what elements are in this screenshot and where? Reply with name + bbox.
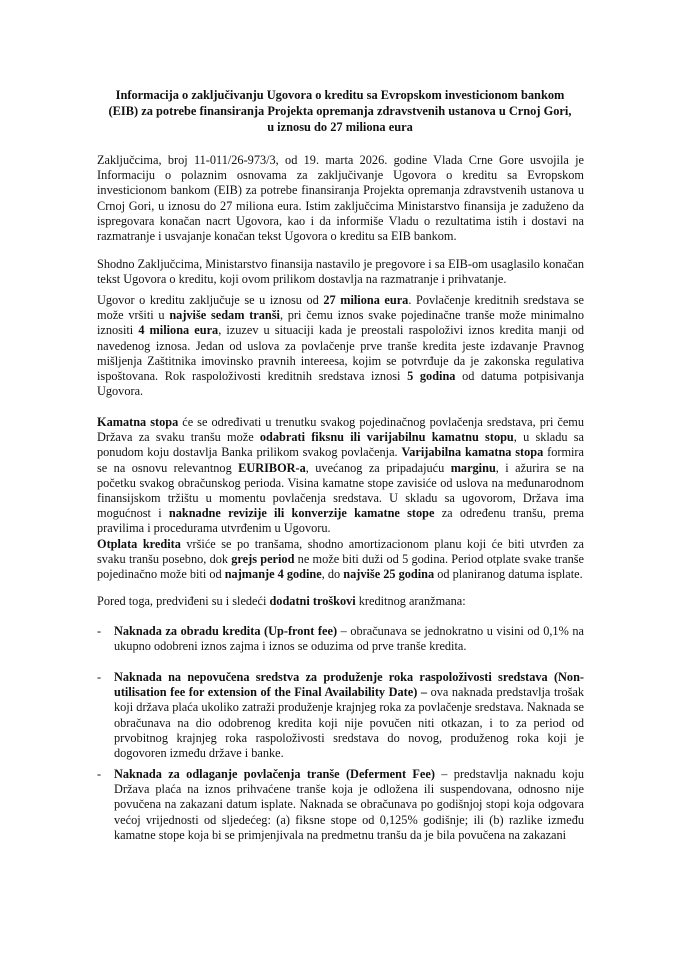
bold-text: Naknada za odlaganje povlačenja tranše (Deferment Fee) — [114, 767, 435, 781]
text-run: – obračunava se jednokratno u visini od 0,1% na ukupno odobreni iznos zajma i iznos se oduzima od prve tranše kredita. — [114, 624, 584, 654]
title-line: u iznosu do 27 miliona eura — [267, 120, 413, 134]
text-run: , pri čemu iznos svake pojedinačne tranše može minimalno iznositi — [97, 308, 584, 338]
title-line: Informacija o zaključivanju Ugovora o kreditu sa Evropskom investicionom bankom — [115, 88, 565, 102]
bullet-text — [114, 670, 584, 761]
bold-text: Varijabilna kamatna stopa — [401, 445, 544, 460]
bold-text: Otplata kredita — [97, 537, 181, 551]
text-run: od datuma potpisivanja Ugovora. — [97, 369, 585, 399]
bold-text: najviše sedam tranši — [169, 308, 280, 323]
text-run: će se određivati u trenutku svakog pojedinačnog povlačenja sredstava, pri čemu Država za svaku tranšu može — [97, 415, 585, 445]
bullet-deferment-fee — [97, 767, 584, 843]
bullet-text — [114, 624, 584, 654]
bold-text: dodatni troškovi — [269, 594, 356, 608]
bullet-marker: - — [97, 670, 102, 684]
bold-text: Naknada na nepovučena sredstva za produženje roka raspoloživosti sredstava (Non-utilisation fee for extension of the Final Availability Date) – — [114, 670, 584, 700]
bold-text: marginu — [450, 460, 496, 475]
bold-text: 5 godina — [407, 369, 456, 384]
bold-text: najmanje 4 godine — [224, 567, 322, 582]
paragraph-negotiations — [97, 257, 584, 287]
bullet-text — [114, 767, 584, 843]
bullet-non-utilisation-fee — [97, 670, 584, 761]
paragraph-additional-costs — [97, 594, 584, 609]
text-run: od planiranog datuma isplate. — [434, 567, 583, 582]
text-run: vršiće se po tranšama, shodno amortizacionom planu koji će biti utvrđen za svaku tranšu posebno, dok — [97, 537, 585, 567]
bold-text: Kamatna stopa — [97, 415, 179, 429]
text-run: , uvećanog za pripadajuću — [305, 460, 451, 475]
bold-text: najviše 25 godina — [343, 567, 435, 582]
text-run: Ugovor o kreditu zaključuje se u iznosu od — [97, 293, 324, 307]
bullet-upfront-fee — [97, 624, 584, 654]
text-run: , i ažurira se na početku svakog obračunskog perioda. Visina kamatne stope zavisiće od uslova na međunarodnom finansijskom tržištu u momentu povlačenja sredstava. U skladu sa ugovorom, Država ima mogućnost i — [97, 460, 584, 521]
bullet-marker: - — [97, 767, 102, 781]
document-title — [90, 87, 590, 135]
text-run: , izuzev u situaciji kada je preostali raspoloživi iznos kredita manji od navedenog iznosa. Jedan od uslova za povlačenje prve tranše kredita jeste izdavanje Pravnog mišljenja Zaštitnika imovinsko pravnih intereesa, kojim se potvrđuje da je zakonska regulativa ispoštovana. Rok raspoloživosti kreditnih sredstava iznosi — [97, 323, 584, 384]
bold-text: EURIBOR-a — [238, 460, 306, 475]
bold-text: Naknada za obradu kredita (Up-front fee) — [114, 624, 338, 638]
paragraph-conclusions — [97, 153, 584, 244]
bold-text: odabrati fiksnu ili varijabilnu kamatnu stopu — [259, 430, 514, 445]
paragraph-loan-amount — [97, 293, 584, 399]
title-line: (EIB) za potrebe finansiranja Projekta opremanja zdravstvenih ustanova u Crnoj Gori, — [108, 104, 572, 118]
text-run: – predstavlja naknadu koju Država plaća na iznos prihvaćene tranše koja je odložena ili suspendovana, odnosno nije povučena na zakazani datum isplate. Naknada se obračunava po godišnjoj stopi koja odgovara većoj vrijednosti od sljedećeg: (a) fiksne stope od 0,125% godišnje; ili (b) razlike između kamatne stope koja bi se primjenjivala na predmetnu tranšu da je bila povučena na zakazani — [114, 767, 584, 842]
text-run: ne može biti duži od 5 godina. Period otplate svake tranše pojedinačno može biti od — [97, 552, 584, 582]
text-run: ova naknada predstavlja trošak koji država plaća ukoliko zatraži produženje krajnjeg roka za povlačenje sredstava. Naknada se obračunava na dio odobrenog kredita koji nije povučen niti otkazan, i to za period od prvobitnog krajnjeg roka raspoloživosti sredstava do novog, produženog roka koji je dogovoren između države i banke. — [114, 685, 584, 761]
text-run: Shodno Zaključcima, Ministarstvo finansija nastavilo je pregovore i sa EIB-om usaglasilo konačan tekst Ugovora o kreditu, koji ovom prilikom dostavlja na razmatranje i prihvatanje. — [97, 257, 584, 287]
text-run: . Povlačenje kreditnih sredstava se može vršiti u — [97, 293, 584, 323]
text-run: , u skladu sa ponudom koju dostavlja Banka prilikom svakog povlačenja. — [97, 430, 585, 460]
bold-text: grejs period — [231, 552, 295, 567]
text-run: , do — [321, 567, 344, 582]
text-run: Pored toga, predviđeni su i sledeći — [97, 594, 270, 608]
text-run: kreditnog aranžmana: — [355, 594, 466, 608]
paragraph-repayment — [97, 537, 584, 583]
text-run: formira se na osnovu relevantnog — [97, 445, 584, 475]
paragraph-interest-rate — [97, 415, 584, 537]
bullet-marker: - — [97, 624, 102, 638]
text-run: Zaključcima, broj 11-011/26-973/3, od 19. marta 2026. godine Vlada Crne Gore usvojila je Informaciju o polaznim osnovama za zaključivanje Ugovora o kreditu sa Evropskom investicionom bankom (EIB) za potrebe finansiranja Projekta opremanja zdravstvenih ustanova u Crnoj Gori, u iznosu do 27 miliona eura. Istim zaključcima Ministarstvo finansija je zaduženo da ispregovara konačan nacrt Ugovora, kao i da informiše Vladu o rezultatima istih i dostavi na razmatranje i usvajanje konačan tekst Ugovora o kreditu sa EIB bankom. — [97, 153, 584, 244]
bold-text: 27 miliona eura — [323, 293, 409, 307]
bold-text: 4 miliona eura — [138, 323, 219, 338]
bold-text: naknadne revizije ili konverzije kamatne stope — [168, 506, 435, 521]
text-run: za određenu tranšu, prema pravilima i procedurama utvrđenim u Ugovoru. — [97, 506, 584, 536]
